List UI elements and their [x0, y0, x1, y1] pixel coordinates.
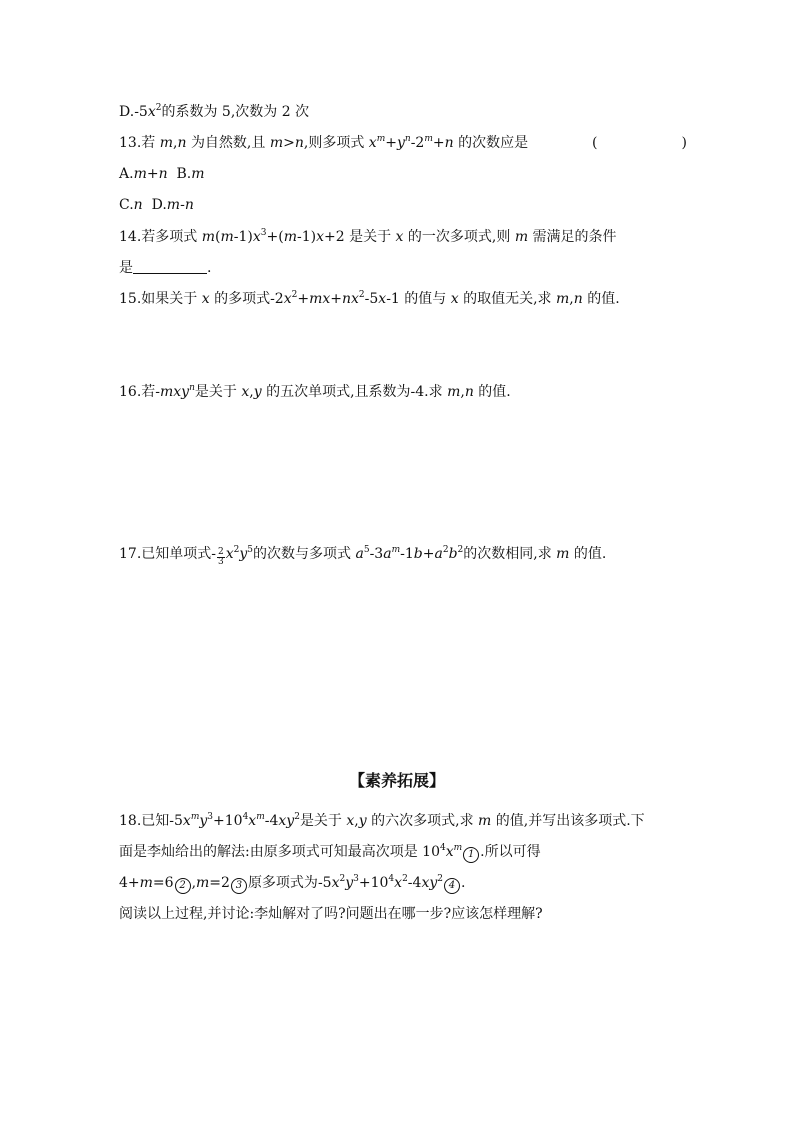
section-title: 【素养拓展】 — [348, 771, 445, 790]
q18-line-1: 18.已知$-5x^my^3+10^4x^m-4xy^2$是关于 x,y 的六次多项式,求 m 的值,并写出该多项式.下 — [119, 812, 645, 829]
fraction-two-thirds: $\frac{2}{3}$ — [218, 547, 224, 567]
q13-answer-paren: ( ) — [592, 135, 687, 151]
q16-stem: 16.若-mxy$^n$是关于 x,y 的五次单项式,且系数为-4.求 m,n 的值. — [119, 383, 511, 400]
q18-line-3: 4+m=6 2 ,m=2 3 原多项式为$-5x^2y^3+10^4x^2-4xy^24$ . — [119, 873, 465, 894]
q12-option-d: $D.-5x^2$的系数为 5,次数为 2 次 — [119, 103, 310, 120]
q18-line-4: 阅读以上过程,并讨论:李灿解对了吗?问题出在哪一步?应该怎样理解? — [119, 906, 543, 922]
q17-stem: 17.已知单项式- $\frac{2}{3}$ $x^2y^5$的次数与多项式 $a^5-3a^m-1b+a^2b^2$的次数相同,求 m 的值. — [119, 545, 607, 567]
q14-blank-line: 是 . — [119, 260, 212, 276]
q13-stem: 13.若 m,n 为自然数,且 m>n,则多项式 $x^m+y^n-2^m+n$ 的次数应是 — [119, 134, 529, 151]
step-marker-1: 1 — [463, 847, 479, 863]
step-marker-2: 2 — [175, 878, 191, 894]
q13-options-cd: C.n D.m-n — [119, 197, 194, 213]
q18-line-2: 面是李灿给出的解法:由原多项式可知最高次项是 $10^4x^m1$ .所以可得 — [119, 842, 541, 863]
q13-options-ab: A.m+n B.m — [119, 166, 205, 182]
q14-answer-blank[interactable] — [133, 259, 207, 274]
step-marker-3: 3 — [231, 878, 247, 894]
q15-stem: 15.如果关于 x 的多项式$-2x^2+mx+nx^2-5x-1$ 的值与 x 的取值无关,求 m,n 的值. — [119, 290, 620, 307]
q14-stem: 14.若多项式 $m(m-1)x^3+(m-1)x+2$ 是关于 x 的一次多项式,则 m 需满足的条件 — [119, 228, 617, 245]
step-marker-4: 4 — [444, 878, 460, 894]
